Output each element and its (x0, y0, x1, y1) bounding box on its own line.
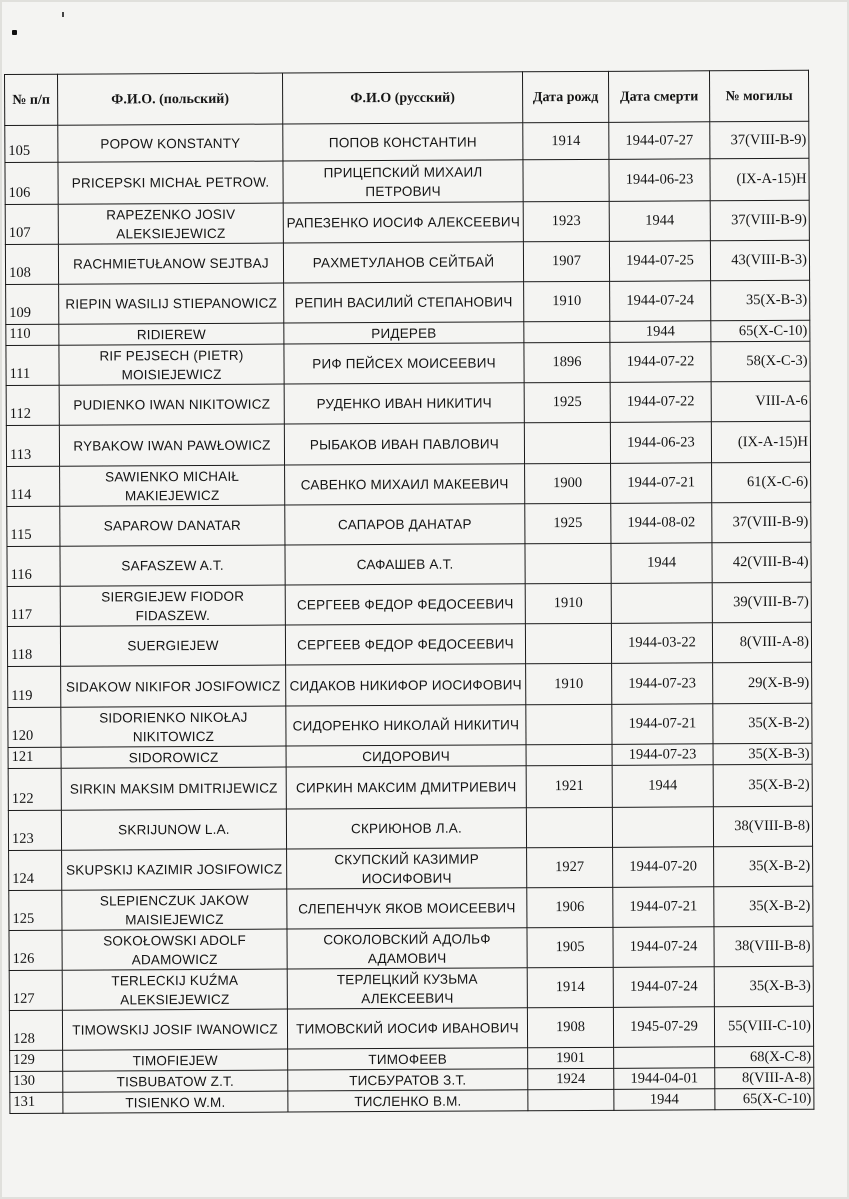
name-polish: TISIENKO W.M. (63, 1091, 288, 1113)
name-russian: ТИМОФЕЕВ (288, 1048, 528, 1070)
row-number: 123 (8, 810, 61, 850)
name-russian: СОКОЛОВСКИЙ АДОЛЬФ АДАМОВИЧ (287, 928, 527, 969)
death-date (611, 583, 712, 624)
table-row (5, 121, 809, 162)
death-date: 1944-07-23 (612, 663, 713, 705)
grave-number: 8(VIII-A-8) (712, 622, 811, 663)
grave-number: VIII-A-6 (711, 381, 810, 422)
name-polish: RIF PEJSECH (PIETR) MOISIEJEWICZ (59, 344, 284, 385)
scan-mark-tick (62, 12, 64, 17)
name-russian: СКРИЮНОВ Л.А. (286, 808, 526, 849)
table-row (7, 622, 811, 666)
birth-date (528, 1089, 614, 1110)
name-russian: СЕРГЕЕВ ФЕДОР ФЕДОСЕЕВИЧ (285, 584, 525, 625)
grave-number: 65(X-C-10) (711, 320, 810, 342)
table-row (7, 502, 811, 546)
birth-date: 1901 (528, 1047, 614, 1068)
name-polish: SIDORIENKO NIKOŁAJ NIKITOWICZ (61, 706, 286, 747)
table-row (9, 846, 813, 890)
name-polish: TIMOWSKIJ JOSIF IWANOWICZ (62, 1009, 287, 1050)
row-number: 129 (10, 1050, 63, 1071)
row-number: 113 (6, 425, 59, 466)
grave-number: 37(VIII-B-9) (710, 200, 809, 241)
birth-date (523, 159, 609, 201)
scan-mark-dot (12, 30, 17, 35)
name-russian: РЕПИН ВАСИЛИЙ СТЕПАНОВИЧ (284, 282, 524, 323)
death-date: 1944-07-25 (609, 241, 710, 282)
grave-number: 35(X-B-3) (711, 280, 810, 321)
row-number: 109 (6, 284, 59, 324)
name-polish: SAFASZEW A.T. (60, 545, 285, 586)
name-polish: RIEPIN WASILIJ STIEPANOWICZ (59, 283, 284, 324)
birth-date (525, 543, 611, 583)
table-row (5, 200, 809, 244)
death-date (612, 807, 713, 848)
name-polish: SKUPSKIJ KAZIMIR JOSIFOWICZ (62, 849, 287, 890)
death-date: 1944-07-23 (612, 744, 713, 766)
row-number: 105 (5, 125, 58, 162)
table-row (6, 341, 810, 385)
table-row (8, 703, 812, 747)
grave-number: 35(X-B-2) (713, 764, 812, 807)
name-russian: ТИМОВСКИЙ ИОСИФ ИВАНОВИЧ (287, 1008, 527, 1049)
row-number: 111 (6, 345, 59, 385)
table-row (7, 582, 811, 626)
death-date: 1944-07-22 (610, 382, 711, 423)
death-date: 1944-07-24 (613, 967, 714, 1008)
register-rows (5, 121, 814, 1113)
name-polish: RAPEZENKO JOSIV ALEKSIEJEWICZ (58, 203, 283, 244)
name-russian: РАХМЕТУЛАНОВ СЕЙТБАЙ (283, 242, 523, 283)
death-date: 1944-07-21 (611, 463, 712, 504)
grave-number: (IX-A-15)H (710, 158, 809, 201)
row-number: 124 (9, 850, 62, 890)
table-row (5, 240, 809, 284)
table-row (7, 462, 811, 506)
name-russian: РЫБАКОВ ИВАН ПАВЛОВИЧ (284, 423, 524, 465)
table-row (8, 662, 812, 707)
table-row (6, 280, 810, 324)
row-number: 130 (10, 1071, 63, 1092)
row-number: 119 (8, 666, 61, 707)
death-date: 1944-06-23 (610, 422, 711, 464)
grave-number: 35(X-B-2) (714, 886, 813, 927)
grave-number: 29(X-B-9) (713, 662, 812, 704)
name-polish: RIDIEREW (59, 323, 284, 345)
birth-date: 1927 (527, 847, 613, 887)
row-number: 106 (5, 162, 58, 204)
name-russian: ПРИЦЕПСКИЙ МИХАИЛ ПЕТРОВИЧ (283, 160, 523, 203)
grave-number: 37(VIII-B-9) (710, 121, 809, 159)
death-date: 1944-07-24 (613, 927, 714, 968)
header-num: № п/п (5, 74, 58, 125)
name-russian: СИДОРЕНКО НИКОЛАЙ НИКИТИЧ (286, 705, 526, 746)
death-date: 1944 (614, 1089, 715, 1111)
table-row (9, 1006, 813, 1050)
row-number: 122 (8, 768, 61, 810)
name-russian: ТИСЛЕНКО В.М. (288, 1090, 528, 1112)
birth-date (526, 704, 612, 744)
row-number: 108 (5, 244, 58, 284)
row-number: 125 (9, 890, 62, 930)
name-russian: СКУПСКИЙ КАЗИМИР ИОСИФОВИЧ (287, 848, 527, 889)
name-russian: РИФ ПЕЙСЕХ МОИСЕЕВИЧ (284, 343, 524, 384)
grave-number: 35(X-B-3) (714, 966, 813, 1007)
grave-number: 61(X-C-6) (712, 462, 811, 503)
name-russian: ПОПОВ КОНСТАНТИН (283, 123, 523, 161)
birth-date: 1910 (524, 281, 610, 321)
grave-number: 65(X-C-10) (715, 1088, 814, 1110)
name-russian: ТИСБУРАТОВ З.Т. (288, 1069, 528, 1091)
table-row (6, 421, 810, 466)
table-row (6, 381, 810, 425)
birth-date (526, 807, 612, 847)
header-name-russian: Ф.И.О (русский) (282, 72, 522, 124)
birth-date: 1924 (528, 1068, 614, 1089)
death-date: 1944 (612, 765, 713, 808)
birth-date (524, 422, 610, 463)
name-polish: RYBAKOW IWAN PAWŁOWICZ (59, 424, 284, 466)
table-row (7, 542, 811, 586)
row-number: 120 (8, 707, 61, 747)
name-russian: САВЕНКО МИХАИЛ МАКЕЕВИЧ (285, 464, 525, 505)
table-row (8, 806, 812, 850)
birth-date: 1914 (523, 122, 609, 159)
table-row (5, 158, 809, 204)
table-row (9, 886, 813, 930)
name-russian: РАПЕЗЕНКО ИОСИФ АЛЕКСЕЕВИЧ (283, 202, 523, 243)
name-polish: SIDOROWICZ (61, 746, 286, 768)
row-number: 114 (7, 466, 60, 506)
grave-number: 37(VIII-B-9) (712, 502, 811, 543)
grave-number: 38(VIII-B-8) (713, 806, 812, 847)
name-russian: РУДЕНКО ИВАН НИКИТИЧ (284, 383, 524, 424)
grave-number: 39(VIII-B-7) (712, 582, 811, 623)
table-row (9, 926, 813, 970)
death-date: 1944 (611, 543, 712, 584)
row-number: 117 (7, 586, 60, 626)
table-row (10, 1088, 814, 1113)
row-number: 118 (7, 626, 60, 666)
table-row (8, 764, 812, 810)
row-number: 127 (9, 970, 62, 1010)
death-date: 1944-08-02 (611, 503, 712, 544)
name-polish: SIERGIEJEW FIODOR FIDASZEW. (60, 585, 285, 626)
table-row (9, 966, 813, 1010)
name-polish: RACHMIETUŁANOW SEJTBAJ (58, 243, 283, 284)
name-polish: SIDAKOW NIKIFOR JOSIFOWICZ (61, 665, 286, 707)
name-polish: PRICEPSKI MICHAŁ PETROW. (58, 161, 283, 204)
birth-date: 1905 (527, 927, 613, 967)
grave-number: 35(X-B-3) (713, 743, 812, 765)
row-number: 116 (7, 546, 60, 586)
name-russian: СИДАКОВ НИКИФОР ИОСИФОВИЧ (286, 664, 526, 706)
death-date: 1944-03-22 (611, 623, 712, 664)
birth-date (524, 321, 610, 342)
grave-number: 42(VIII-B-4) (712, 542, 811, 583)
grave-number: 58(X-C-3) (711, 341, 810, 382)
name-russian: СИРКИН МАКСИМ ДМИТРИЕВИЧ (286, 766, 526, 809)
death-date: 1944-07-27 (609, 122, 710, 160)
name-polish: SAPAROW DANATAR (60, 505, 285, 546)
death-date (614, 1047, 715, 1069)
name-polish: SUERGIEJEW (60, 625, 285, 666)
name-polish: SIRKIN MAKSIM DMITRIJEWICZ (61, 767, 286, 810)
grave-number: 35(X-B-2) (713, 703, 812, 744)
grave-number: (IX-A-15)H (711, 421, 810, 463)
grave-number: 38(VIII-B-8) (714, 926, 813, 967)
birth-date (525, 623, 611, 663)
birth-date: 1900 (525, 463, 611, 503)
death-date: 1944-07-21 (612, 704, 713, 745)
birth-date: 1907 (523, 241, 609, 281)
death-date: 1944 (609, 201, 710, 242)
birth-date (526, 744, 612, 765)
name-russian: СИДОРОВИЧ (286, 745, 526, 767)
grave-number: 8(VIII-A-8) (715, 1067, 814, 1089)
name-polish: SAWIENKO MICHAIŁ MAKIEJEWICZ (60, 465, 285, 506)
birth-date: 1925 (524, 382, 610, 422)
name-russian: СЕРГЕЕВ ФЕДОР ФЕДОСЕЕВИЧ (285, 624, 525, 665)
name-polish: SLEPIENCZUK JAKOW MAISIEJEWICZ (62, 889, 287, 930)
birth-date: 1896 (524, 342, 610, 382)
grave-number: 55(VIII-C-10) (714, 1006, 813, 1047)
birth-date: 1914 (527, 967, 613, 1007)
birth-date: 1925 (525, 503, 611, 543)
row-number: 128 (9, 1010, 62, 1050)
header-birth-date: Дата рожд (522, 71, 608, 122)
birth-date: 1921 (526, 765, 612, 807)
death-date: 1944-04-01 (614, 1068, 715, 1090)
death-date: 1945-07-29 (613, 1007, 714, 1048)
name-polish: TERLECKIJ KUŹMA ALEKSIEJEWICZ (62, 969, 287, 1010)
row-number: 121 (8, 747, 61, 768)
death-date: 1944-07-22 (610, 342, 711, 383)
grave-number: 43(VIII-B-3) (710, 240, 809, 281)
row-number: 115 (7, 506, 60, 546)
birth-date: 1906 (527, 887, 613, 927)
name-polish: TISBUBATOW Z.T. (63, 1070, 288, 1092)
name-polish: SOKOŁOWSKI ADOLF ADAMOWICZ (62, 929, 287, 970)
name-russian: ТЕРЛЕЦКИЙ КУЗЬМА АЛЕКСЕЕВИЧ (287, 968, 527, 1009)
name-russian: САФАШЕВ А.Т. (285, 544, 525, 585)
name-polish: PUDIENKO IWAN NIKITOWICZ (59, 384, 284, 425)
death-date: 1944-07-21 (613, 887, 714, 928)
header-name-polish: Ф.И.О. (польский) (58, 73, 283, 125)
death-date: 1944-06-23 (609, 159, 710, 202)
row-number: 131 (10, 1092, 63, 1113)
header-death-date: Дата смерти (608, 71, 709, 123)
death-date: 1944-07-24 (610, 281, 711, 322)
death-date: 1944 (610, 321, 711, 343)
birth-date: 1908 (527, 1007, 613, 1047)
birth-date: 1910 (526, 663, 612, 704)
grave-number: 35(X-B-2) (714, 846, 813, 887)
row-number: 107 (5, 204, 58, 244)
birth-date: 1923 (523, 201, 609, 241)
header-row (5, 70, 809, 125)
grave-number: 68(X-C-8) (715, 1046, 814, 1068)
death-date: 1944-07-20 (613, 847, 714, 888)
name-polish: POPOW KONSTANTY (58, 124, 283, 162)
burial-register-table (4, 70, 814, 1114)
header-grave-number: № могилы (709, 70, 808, 122)
name-polish: TIMOFIEJEW (63, 1049, 288, 1071)
row-number: 110 (6, 324, 59, 345)
name-russian: РИДЕРЕВ (284, 322, 524, 344)
name-russian: СЛЕПЕНЧУК ЯКОВ МОИСЕЕВИЧ (287, 888, 527, 929)
row-number: 126 (9, 930, 62, 970)
row-number: 112 (6, 385, 59, 425)
name-polish: SKRIJUNOW L.A. (61, 809, 286, 850)
name-russian: САПАРОВ ДАНАТАР (285, 504, 525, 545)
birth-date: 1910 (525, 583, 611, 623)
